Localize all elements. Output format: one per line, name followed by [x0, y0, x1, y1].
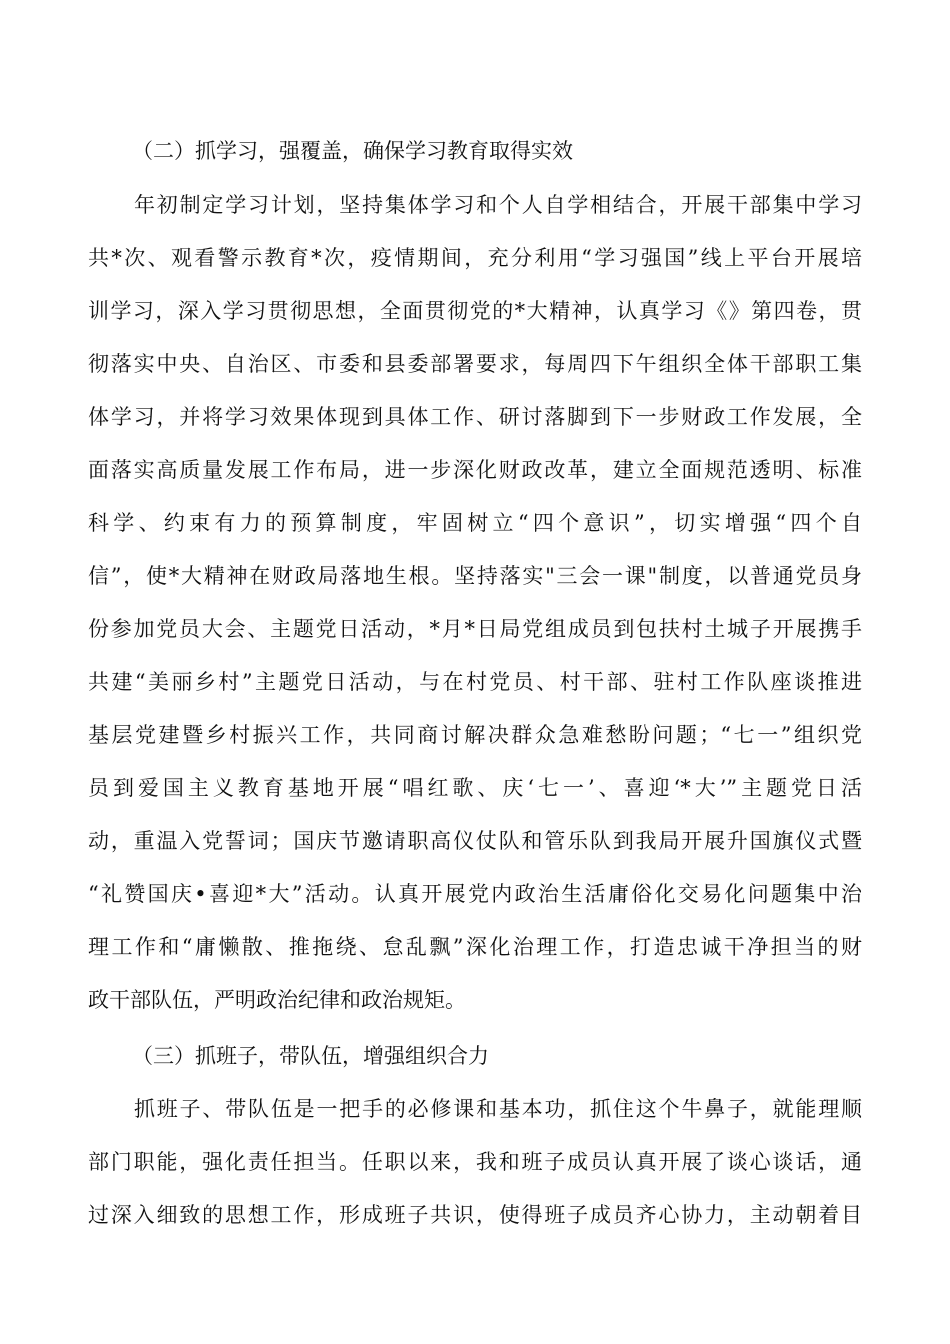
paragraph-line: 份参加党员大会、主题党日活动，*月*日局党组成员到包扶村土城子开展携手 [88, 617, 862, 641]
paragraph-line: 抓班子、带队伍是一把手的必修课和基本功，抓住这个牛鼻子，就能理顺 [134, 1097, 862, 1121]
paragraph-line: “礼赞国庆•喜迎*大”活动。认真开展党内政治生活庸俗化交易化问题集中治 [88, 882, 862, 906]
paragraph-line: 信”，使*大精神在财政局落地生根。坚持落实"三会一课"制度，以普通党员身 [88, 564, 862, 588]
paragraph-line: 基层党建暨乡村振兴工作，共同商讨解决群众急难愁盼问题；“七一”组织党 [88, 723, 862, 747]
paragraph-line: 过深入细致的思想工作，形成班子共识，使得班子成员齐心协力，主动朝着目 [88, 1203, 862, 1227]
paragraph-line: 面落实高质量发展工作布局，进一步深化财政改革，建立全面规范透明、标准 [88, 458, 862, 482]
paragraph-line: 体学习，并将学习效果体现到具体工作、研讨落脚到下一步财政工作发展，全 [88, 405, 862, 429]
section-heading-3: （三）抓班子，带队伍，增强组织合力 [132, 1044, 489, 1068]
paragraph-line: 部门职能，强化责任担当。任职以来，我和班子成员认真开展了谈心谈话，通 [88, 1150, 862, 1174]
paragraph-line: 员到爱国主义教育基地开展“唱红歌、庆‘七一’、喜迎‘*大’”主题党日活 [88, 776, 862, 800]
paragraph-line: 共*次、观看警示教育*次，疫情期间，充分利用“学习强国”线上平台开展培 [88, 246, 862, 270]
paragraph-line: 政干部队伍，严明政治纪律和政治规矩。 [88, 988, 466, 1012]
paragraph-line: 年初制定学习计划，坚持集体学习和个人自学相结合，开展干部集中学习 [134, 193, 862, 217]
paragraph-line: 共建“美丽乡村”主题党日活动，与在村党员、村干部、驻村工作队座谈推进 [88, 670, 862, 694]
paragraph-line: 科学、约束有力的预算制度，牢固树立“四个意识”，切实增强“四个自 [88, 511, 862, 535]
section-heading-2: （二）抓学习，强覆盖，确保学习教育取得实效 [132, 139, 573, 163]
paragraph-line: 理工作和“庸懒散、推拖绕、怠乱飘”深化治理工作，打造忠诚干净担当的财 [88, 935, 862, 959]
paragraph-line: 训学习，深入学习贯彻思想，全面贯彻党的*大精神，认真学习《》第四卷，贯 [88, 299, 862, 323]
paragraph-line: 动，重温入党誓词；国庆节邀请职高仪仗队和管乐队到我局开展升国旗仪式暨 [88, 829, 862, 853]
paragraph-line: 彻落实中央、自治区、市委和县委部署要求，每周四下午组织全体干部职工集 [88, 352, 862, 376]
